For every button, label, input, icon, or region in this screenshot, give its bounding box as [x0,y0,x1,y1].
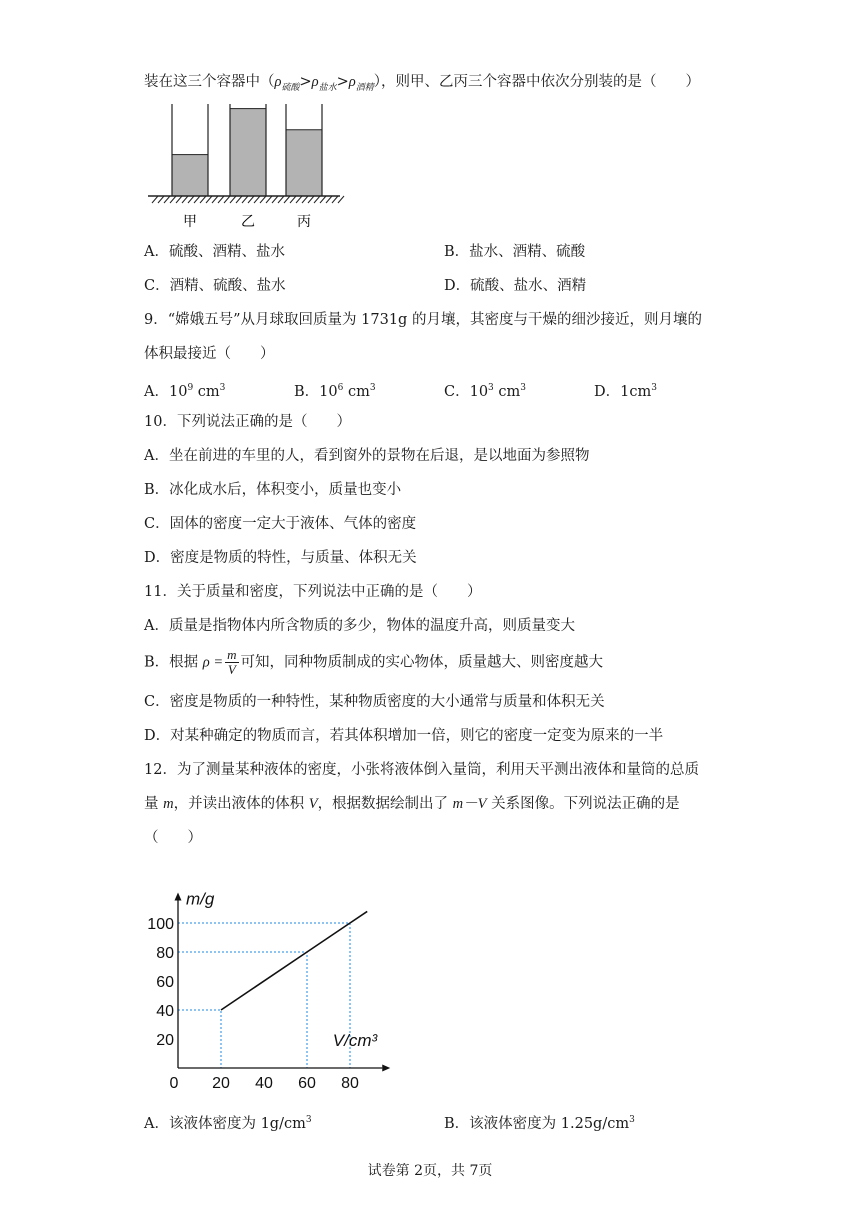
y-axis-arrow-icon [175,893,182,901]
ground-hatch [194,196,200,203]
ground-hatch [296,196,302,203]
q10-option-a[interactable]: A．坐在前进的车里的人，看到窗外的景物在后退，是以地面为参照物 [144,448,590,464]
x-tick-label: 80 [341,1075,359,1092]
ground-hatch [212,196,218,203]
y-tick-label: 80 [156,945,174,962]
x-tick-label: 0 [169,1075,179,1092]
q9-option-b[interactable]: B．$10^6$ $cm^3$ [294,383,376,400]
container-bing-liquid [286,130,322,196]
ground-hatch [326,196,332,203]
q9-stem-line1: 9．“嫦娥五号”从月球取回质量为 1731g 的月壤，其密度与干燥的细沙接近，则月壤的 [144,312,702,328]
ground-hatch [332,196,338,203]
ground-hatch [320,196,326,203]
q8-option-d[interactable]: D．硫酸、盐水、酒精 [444,278,587,294]
y-tick-label: 60 [156,974,174,991]
q11-option-b[interactable]: B．根据 ρ = $\frac{m}{V}$ 可知，同种物质制成的实心物体，质量越大、则密度越大 [144,647,604,677]
q9-option-d[interactable]: D．$1cm^3$ [594,383,657,400]
q9-stem-line2: 体积最接近（ ） [144,346,275,362]
page-footer: 试卷第 2页，共 7页 [367,1163,493,1179]
x-tick-label: 40 [255,1075,273,1092]
q10-option-c[interactable]: C．固体的密度一定大于液体、气体的密度 [144,516,417,532]
ground-hatch [236,196,242,203]
ground-hatch [170,196,176,203]
ground-hatch [260,196,266,203]
guide-line-2 [178,923,350,1068]
guide-line-1 [178,952,307,1068]
ground-hatch [278,196,284,203]
container-label-bing: 丙 [297,213,311,229]
q8-option-b[interactable]: B．盐水、酒精、硫酸 [444,244,586,260]
x-tick-label: 60 [298,1075,316,1092]
q12-stem-line3: （ ） [144,830,202,846]
ground-hatch [248,196,254,203]
ground-hatch [188,196,194,203]
ground-hatch [338,196,344,203]
containers-figure [148,100,348,235]
q8-option-a[interactable]: A．硫酸、酒精、盐水 [144,244,285,260]
q12-stem-line2: 量 m，并读出液体的体积 V，根据数据绘制出了 m－V 关系图像。下列说法正确的是 [144,796,680,812]
ground-hatch [272,196,278,203]
ground-hatch [266,196,272,203]
ground-hatch [284,196,290,203]
guide-line-0 [178,1010,221,1068]
container-yi-liquid [230,109,266,196]
ground-hatch [224,196,230,203]
rho-symbol: ρ = [202,654,224,671]
q9-option-c[interactable]: C．$10^3$ $cm^3$ [444,383,526,400]
container-label-jia: 甲 [183,213,197,229]
ground-hatch [230,196,236,203]
q10-stem: 10．下列说法正确的是（ ） [144,414,351,430]
ground-hatch [176,196,182,203]
ground-hatch [308,196,314,203]
container-label-yi: 乙 [241,213,255,229]
q8-option-c[interactable]: C．酒精、硫酸、盐水 [144,278,286,294]
q10-option-b[interactable]: B．冰化成水后，体积变小，质量也变小 [144,482,402,498]
ground-hatch [254,196,260,203]
ground-hatch [152,196,158,203]
ground-hatch [200,196,206,203]
density-fraction: $\frac{m}{V}$ [227,647,237,677]
y-tick-label: 100 [147,916,174,933]
q12-option-a[interactable]: A．该液体密度为 $1g/cm^3$ [144,1115,312,1132]
ground-hatch [314,196,320,203]
ground-hatch [164,196,170,203]
q8-stem: 装在这三个容器中$(\rho_{硫酸}>\rho_{盐水}>\rho_{酒精})$，则甲、乙丙三个容器中依次分别装的是（ ） [144,74,701,92]
q9-option-a[interactable]: A．$10^9$ $cm^3$ [144,383,226,400]
ground-hatch [182,196,188,203]
y-tick-label: 20 [156,1032,174,1049]
q11-option-d[interactable]: D．对某种确定的物质而言，若其体积增加一倍，则它的密度一定变为原来的一半 [144,728,664,744]
q12-stem-line1: 12．为了测量某种液体的密度，小张将液体倒入量筒，利用天平测出液体和量筒的总质 [144,762,699,778]
ground-hatch [206,196,212,203]
container-jia-liquid [172,155,208,196]
ground-hatch [218,196,224,203]
series-line-0 [221,911,367,1010]
q11-option-a[interactable]: A．质量是指物体内所含物质的多少，物体的温度升高，则质量变大 [144,618,575,634]
q11-stem: 11．关于质量和密度，下列说法中正确的是（ ） [144,584,482,600]
x-tick-label: 20 [212,1075,230,1092]
q11-option-c[interactable]: C．密度是物质的一种特性，某种物质密度的大小通常与质量和体积无关 [144,694,605,710]
x-axis-arrow-icon [382,1065,390,1072]
m-v-chart [140,858,440,1098]
q10-option-d[interactable]: D．密度是物质的特性，与质量、体积无关 [144,550,417,566]
y-axis-label: m/g [186,889,215,909]
ground-hatch [290,196,296,203]
x-axis-label: V/cm³ [332,1031,378,1050]
ground-hatch [242,196,248,203]
q12-option-b[interactable]: B．该液体密度为 $1.25g/cm^3$ [444,1115,635,1132]
ground-hatch [158,196,164,203]
y-tick-label: 40 [156,1003,174,1020]
ground-hatch [302,196,308,203]
